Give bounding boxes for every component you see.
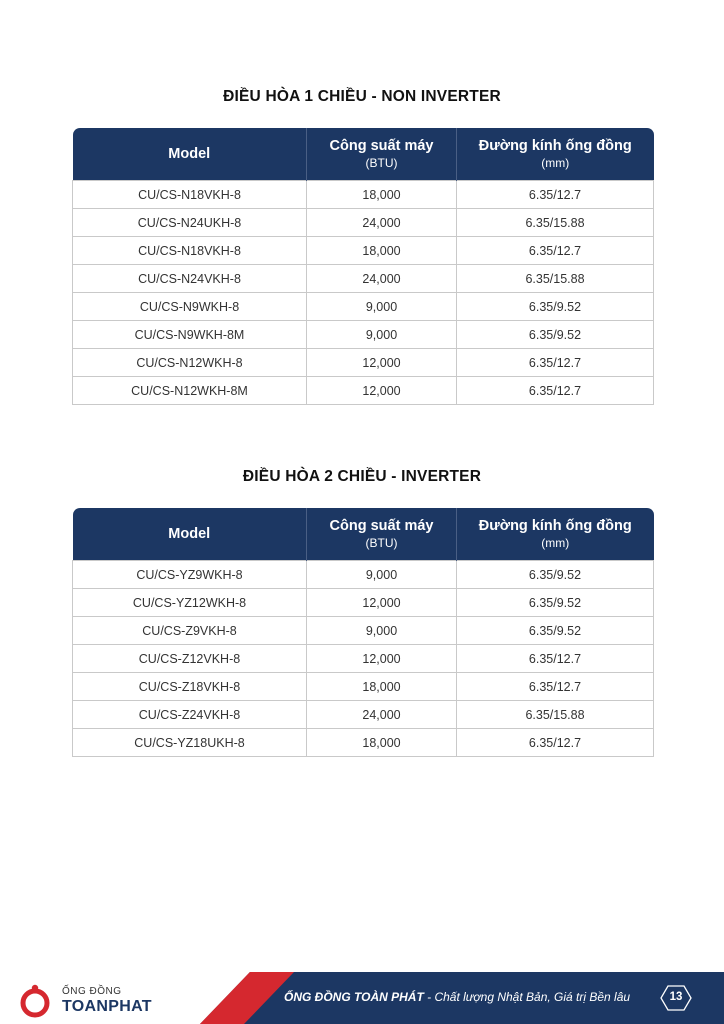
cell-pipe: 6.35/12.7: [457, 645, 654, 673]
cell-power: 18,000: [307, 729, 457, 757]
table-header-row: [73, 128, 654, 181]
logo-wordmark: TOANPHAT: [62, 998, 152, 1015]
table-row: [73, 617, 654, 645]
table-header-row: [73, 508, 654, 561]
cell-pipe: 6.35/15.88: [457, 209, 654, 237]
cell-pipe: 6.35/9.52: [457, 561, 654, 589]
page-number-badge: [660, 985, 692, 1011]
table-row: [73, 265, 654, 293]
cell-pipe: 6.35/12.7: [457, 377, 654, 405]
toan-phat-logo-icon: [18, 984, 52, 1018]
cell-power: 12,000: [307, 645, 457, 673]
header-model: Model: [73, 508, 307, 561]
cell-model: CU/CS-Z18VKH-8: [73, 673, 307, 701]
cell-pipe: 6.35/15.88: [457, 701, 654, 729]
cell-model: CU/CS-Z24VKH-8: [73, 701, 307, 729]
table-row: [73, 701, 654, 729]
page-footer: [0, 972, 724, 1024]
logo-subtitle: ỐNG ĐỒNG: [62, 986, 122, 997]
cell-model: CU/CS-YZ9WKH-8: [73, 561, 307, 589]
cell-power: 9,000: [307, 293, 457, 321]
section-title-inverter: ĐIỀU HÒA 2 CHIỀU - INVERTER: [242, 468, 482, 485]
header-pipe: [457, 508, 654, 561]
table-row: [73, 589, 654, 617]
header-power-label: Công suất máy: [329, 138, 434, 154]
cell-pipe: 6.35/12.7: [457, 237, 654, 265]
cell-model: CU/CS-N18VKH-8: [73, 237, 307, 265]
cell-power: 18,000: [307, 181, 457, 209]
footer-slogan: - Chất lượng Nhật Bản, Giá trị Bền lâu: [423, 990, 631, 1004]
footer-tagline: [284, 990, 630, 1004]
cell-power: 18,000: [307, 673, 457, 701]
cell-model: CU/CS-Z12VKH-8: [73, 645, 307, 673]
cell-model: CU/CS-N24UKH-8: [73, 209, 307, 237]
header-pipe-label: Đường kính ống đồng: [478, 518, 632, 534]
cell-power: 24,000: [307, 701, 457, 729]
header-power: [307, 508, 457, 561]
cell-power: 12,000: [307, 589, 457, 617]
cell-model: CU/CS-N12WKH-8: [73, 349, 307, 377]
table-row: [73, 673, 654, 701]
cell-model: CU/CS-Z9VKH-8: [73, 617, 307, 645]
cell-power: 12,000: [307, 349, 457, 377]
cell-power: 24,000: [307, 209, 457, 237]
cell-power: 9,000: [307, 617, 457, 645]
table-row: [73, 181, 654, 209]
cell-pipe: 6.35/12.7: [457, 729, 654, 757]
cell-model: CU/CS-YZ12WKH-8: [73, 589, 307, 617]
table-row: [73, 561, 654, 589]
page-number: 13: [669, 991, 683, 1003]
cell-pipe: 6.35/9.52: [457, 321, 654, 349]
header-pipe-unit: (mm): [541, 536, 570, 550]
table-row: [73, 293, 654, 321]
header-pipe: [457, 128, 654, 181]
table-row: [73, 377, 654, 405]
table-row: [73, 645, 654, 673]
header-power-unit: (BTU): [365, 536, 398, 550]
table-row: [73, 237, 654, 265]
header-model: Model: [73, 128, 307, 181]
table-row: [73, 321, 654, 349]
cell-pipe: 6.35/15.88: [457, 265, 654, 293]
cell-model: CU/CS-N12WKH-8M: [73, 377, 307, 405]
section-title-non-inverter: ĐIỀU HÒA 1 CHIỀU - NON INVERTER: [223, 88, 501, 105]
cell-power: 12,000: [307, 377, 457, 405]
cell-model: CU/CS-N9WKH-8: [73, 293, 307, 321]
footer-brand: ỐNG ĐỒNG TOÀN PHÁT: [284, 990, 424, 1004]
spec-table-inverter: [72, 508, 654, 757]
cell-power: 18,000: [307, 237, 457, 265]
cell-model: CU/CS-YZ18UKH-8: [73, 729, 307, 757]
cell-pipe: 6.35/9.52: [457, 293, 654, 321]
cell-pipe: 6.35/12.7: [457, 181, 654, 209]
header-power-unit: (BTU): [365, 156, 398, 170]
cell-model: CU/CS-N24VKH-8: [73, 265, 307, 293]
table-row: [73, 209, 654, 237]
spec-table-non-inverter: [72, 128, 654, 405]
header-pipe-label: Đường kính ống đồng: [478, 138, 632, 154]
header-power-label: Công suất máy: [329, 518, 434, 534]
header-power: [307, 128, 457, 181]
cell-power: 9,000: [307, 321, 457, 349]
cell-model: CU/CS-N9WKH-8M: [73, 321, 307, 349]
cell-pipe: 6.35/9.52: [457, 589, 654, 617]
table-row: [73, 729, 654, 757]
cell-power: 9,000: [307, 561, 457, 589]
cell-pipe: 6.35/9.52: [457, 617, 654, 645]
cell-model: CU/CS-N18VKH-8: [73, 181, 307, 209]
header-pipe-unit: (mm): [541, 156, 570, 170]
cell-pipe: 6.35/12.7: [457, 673, 654, 701]
cell-power: 24,000: [307, 265, 457, 293]
table-row: [73, 349, 654, 377]
cell-pipe: 6.35/12.7: [457, 349, 654, 377]
